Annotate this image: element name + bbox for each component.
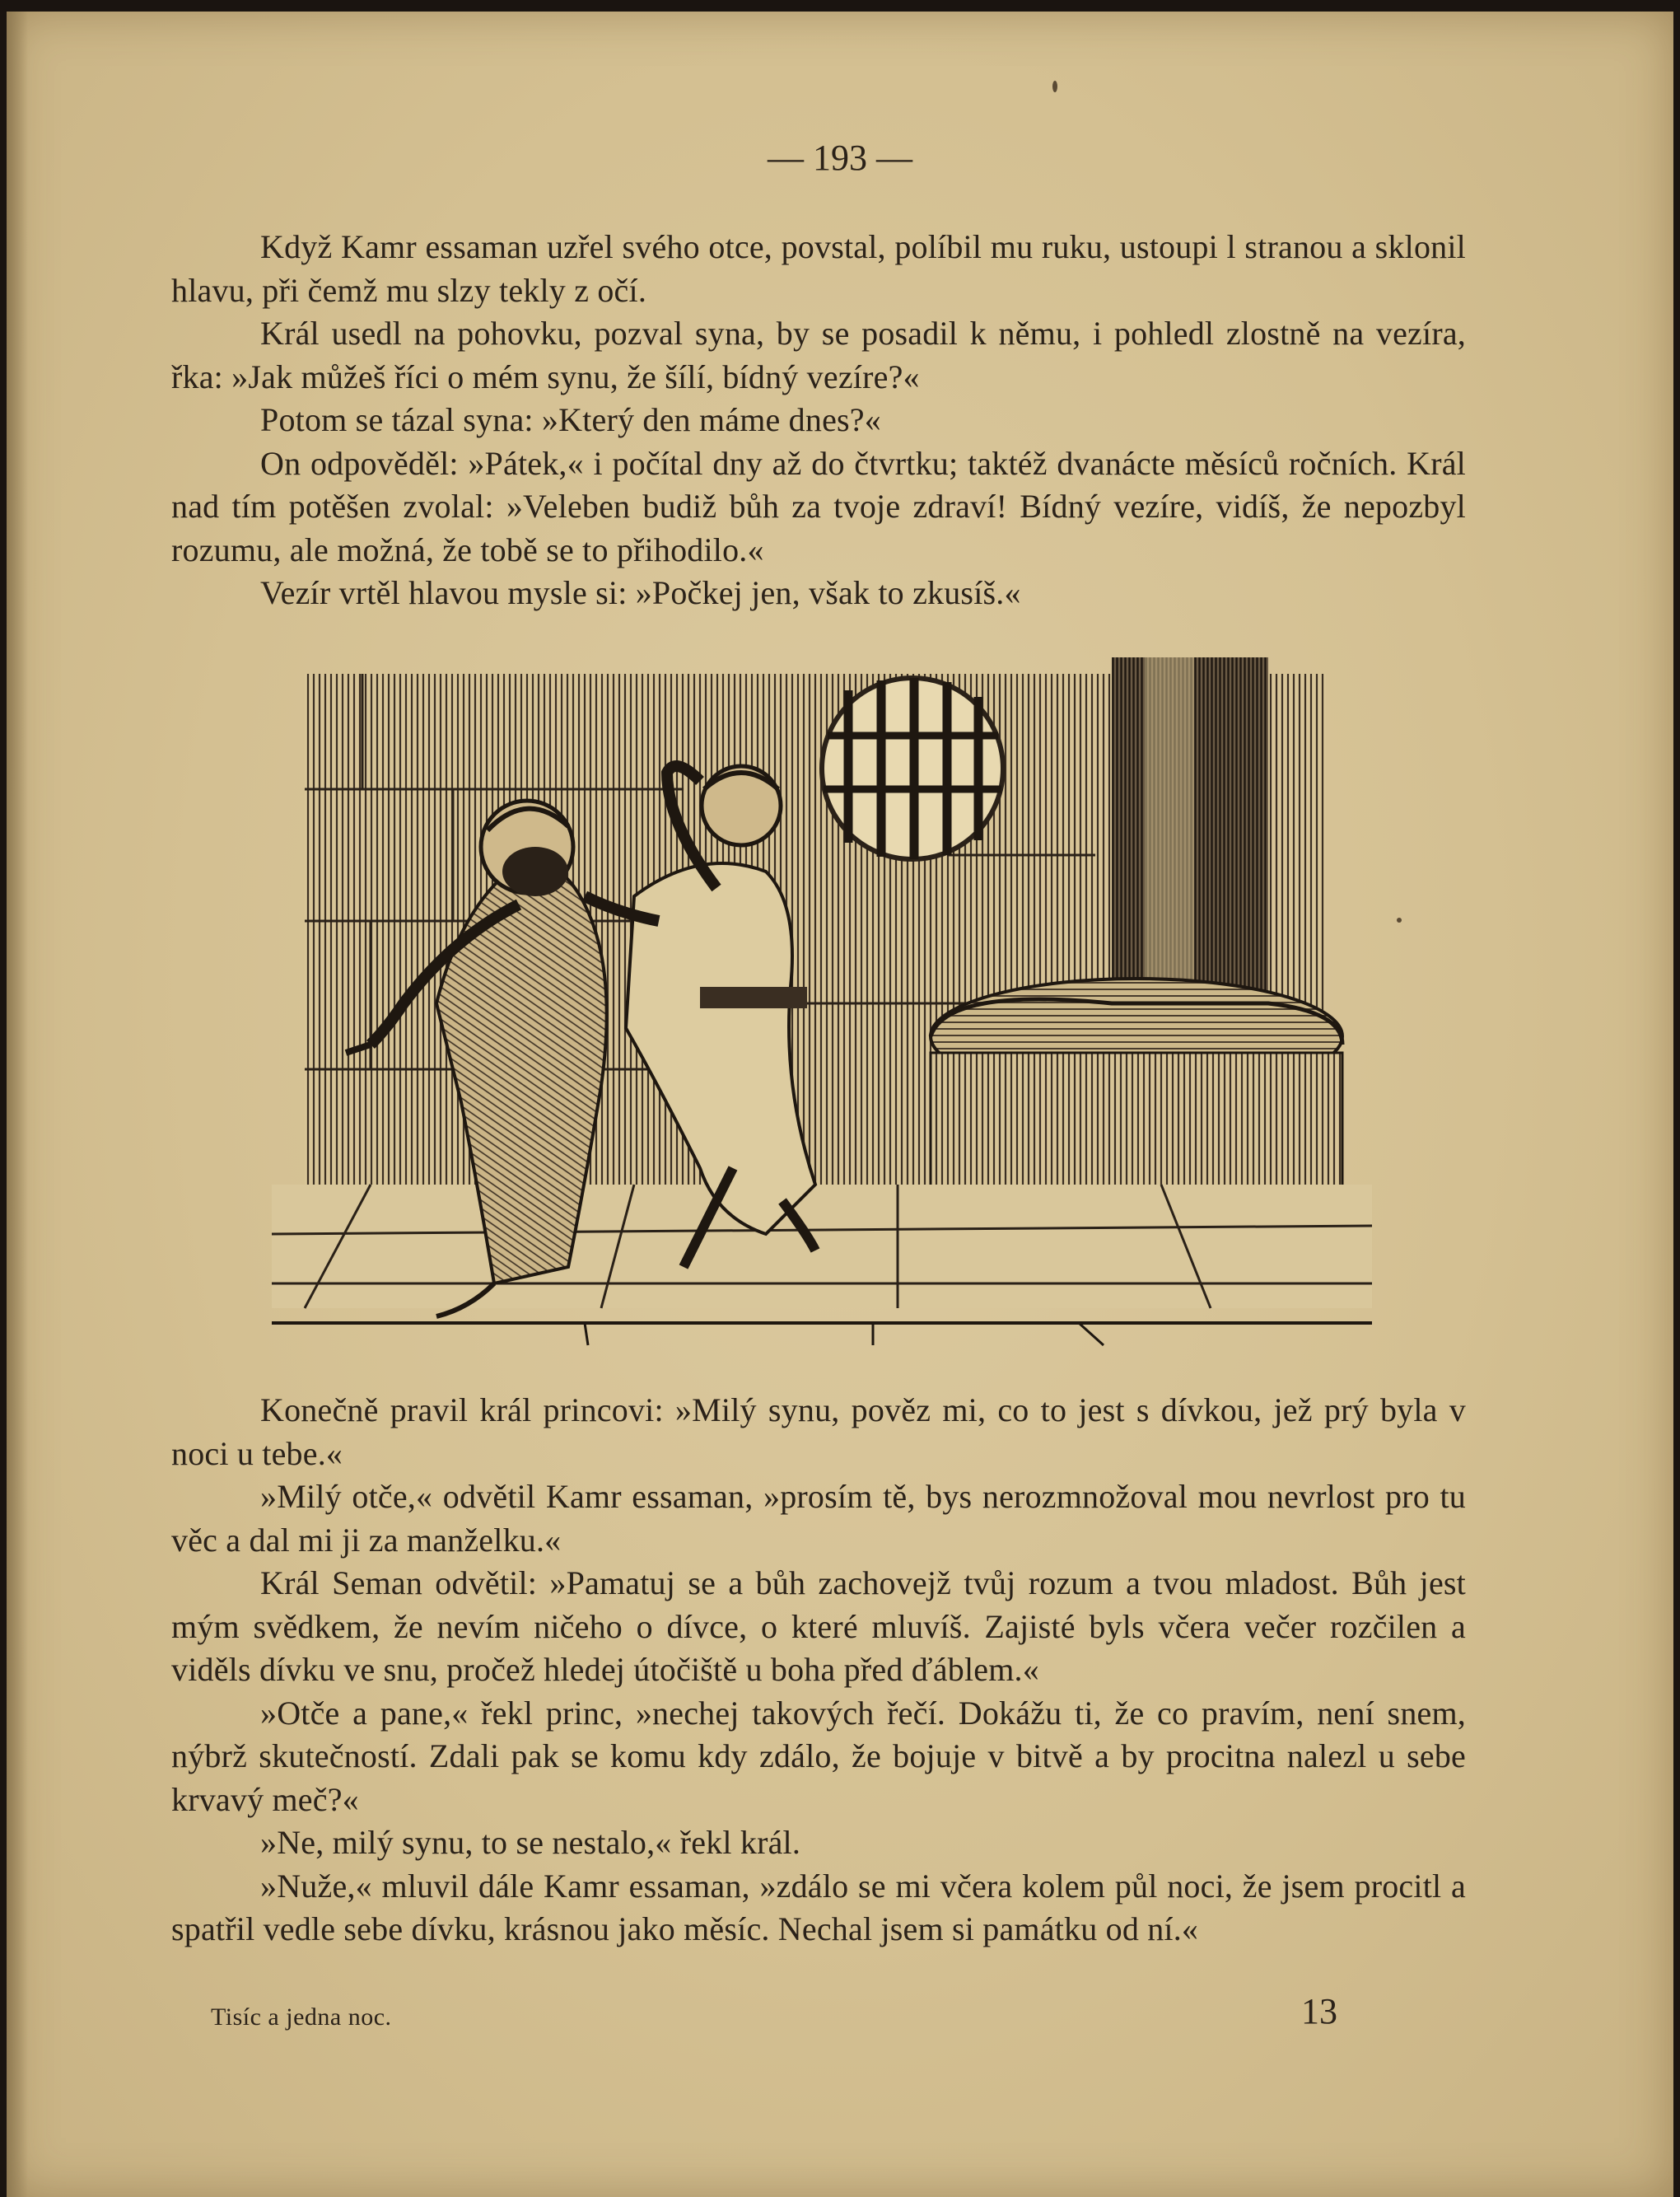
- paragraph: »Milý otče,« odvětil Kamr essaman, »prosím tě, bys nerozmnožoval mou nevrlost pro tu věc a dal mi ji za manželku.«: [171, 1478, 1466, 1559]
- paragraph: Vezír vrtěl hlavou mysle si: »Počkej jen, však to zkusíš.«: [260, 574, 1021, 611]
- barred-window: [822, 678, 1003, 859]
- paragraph: On odpověděl: »Pátek,« i počítal dny až do čtvrtku; taktéž dvanácte měsíců ročních. Král nad tím potěšen zvolal: »Veleben budiž bůh za tvoje zdraví! Bídný vezíre, vidíš, že nepozbyl rozumu, ale možná, že tobě se to přihodilo.«: [171, 444, 1466, 568]
- text-block-top: [171, 226, 1466, 615]
- paragraph: Potom se tázal syna: »Který den máme dnes?«: [260, 401, 881, 438]
- text-block-bottom: [171, 1389, 1466, 1952]
- paragraph: »Otče a pane,« řekl princ, »nechej takových řečí. Dokážu ti, že co pravím, není snem, nýbrž skutečností. Zdali pak se komu kdy zdálo, že bojuje v bitvě a by procitna nalezl u sebe krvavý meč?«: [171, 1694, 1466, 1818]
- page-number: — 193 —: [768, 138, 912, 178]
- engraving-illustration: [272, 657, 1372, 1349]
- stone-floor: [272, 1185, 1372, 1345]
- footer-signature-mark: 13: [1301, 1991, 1337, 2031]
- footer-book-title: Tisíc a jedna noc.: [211, 2003, 392, 2031]
- paper-speck: [1052, 81, 1057, 92]
- paragraph: »Ne, milý synu, to se nestalo,« řekl král.: [260, 1824, 801, 1861]
- book-page: [7, 12, 1673, 2197]
- paper-speck: [1397, 918, 1402, 923]
- paragraph: Král Seman odvětil: »Pamatuj se a bůh zachovejž tvůj rozum a tvou mladost. Bůh jest mým svědkem, že nevím ničeho o dívce, o které mluvíš. Zajisté byls včera večer rozčilen a viděls dívku ve snu, pročež hledej útočiště u boha před ďáblem.«: [171, 1564, 1466, 1688]
- paragraph: »Nuže,« mluvil dále Kamr essaman, »zdálo se mi včera kolem půl noci, že jsem procitl a spatřil vedle sebe dívku, krásnou jako měsíc. Nechal jsem si památku od ní.«: [171, 1867, 1466, 1947]
- paragraph: Když Kamr essaman uzřel svého otce, povstal, políbil mu ruku, ustoupi l stranou a sklonil hlavu, při čemž mu slzy tekly z očí.: [171, 228, 1466, 309]
- paragraph: Konečně pravil král princovi: »Milý synu, pověz mi, co to jest s dívkou, jež prý byla v noci u tebe.«: [171, 1391, 1466, 1472]
- paragraph: Král usedl na pohovku, pozval syna, by se posadil k němu, i pohledl zlostně na vezíra, řka: »Jak můžeš říci o mém synu, že šílí, bídný vezíre?«: [171, 315, 1466, 395]
